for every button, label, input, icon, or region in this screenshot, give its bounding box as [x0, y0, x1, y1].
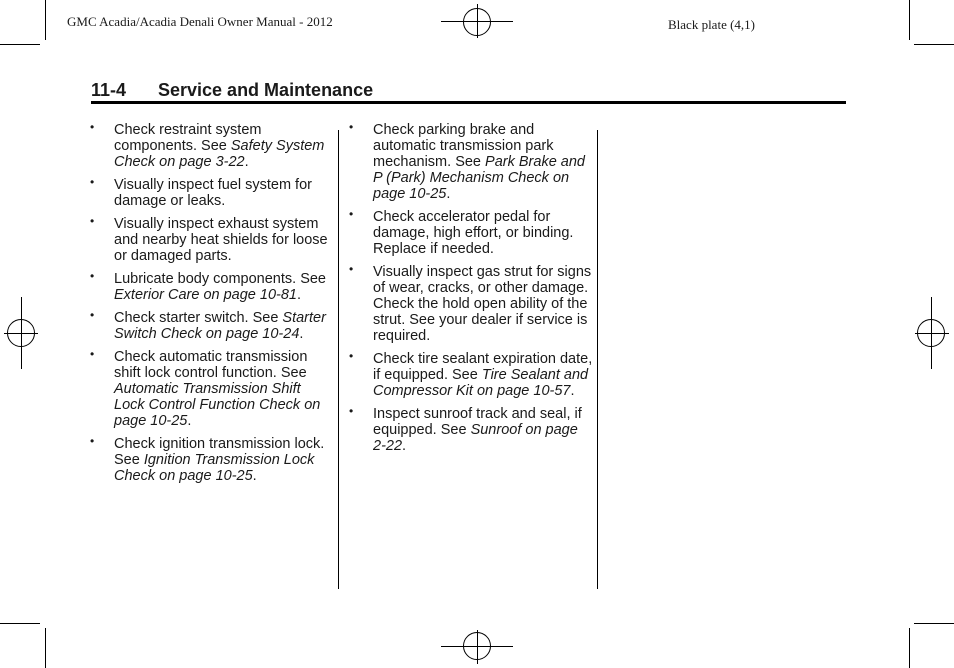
column-divider-2	[597, 130, 598, 589]
crop-mark-bl-h	[0, 623, 40, 624]
bullet-icon: •	[90, 214, 95, 228]
item-text: Visually inspect gas strut for signs of wear, cracks, or other damage. Check the hold open ability of the strut. See your dealer if service is required.	[373, 264, 592, 344]
bullet-icon: •	[349, 120, 354, 134]
bullet-icon: •	[349, 404, 354, 418]
bullet-icon: •	[90, 269, 95, 283]
item-tail: .	[299, 326, 304, 342]
crop-mark-tr-v	[909, 0, 910, 40]
item-text: Inspect sunroof track and seal, if equipped. See	[373, 406, 582, 438]
item-text: Check ignition transmission lock. See	[114, 436, 325, 468]
reg-bottom-circle	[463, 632, 491, 660]
section-number: 11-4	[91, 80, 127, 100]
item-tail: .	[252, 468, 257, 484]
list-item	[347, 264, 593, 344]
page-reference: Safety System Check on page 3-22	[114, 138, 325, 170]
list-item	[88, 216, 334, 264]
list-item	[88, 271, 334, 303]
list-item	[347, 406, 593, 454]
reg-right-circle	[917, 319, 945, 347]
list-item	[88, 310, 334, 342]
bullet-icon: •	[90, 308, 95, 322]
bullet-icon: •	[349, 207, 354, 221]
manual-title: GMC Acadia/Acadia Denali Owner Manual - 2012	[67, 14, 333, 29]
bullet-icon: •	[90, 434, 95, 448]
section-title: Service and Maintenance	[158, 80, 374, 100]
list-item	[88, 177, 334, 209]
crop-mark-bl-v	[45, 628, 46, 668]
bullet-icon: •	[349, 349, 354, 363]
crop-mark-tl-h	[0, 44, 40, 45]
list-item	[88, 349, 334, 429]
item-tail: .	[570, 383, 575, 399]
crop-mark-br-v	[909, 628, 910, 668]
item-tail: .	[446, 186, 451, 202]
list-item	[347, 209, 593, 257]
page-reference: Sunroof on page 2-22	[373, 422, 578, 454]
crop-mark-tl-v	[45, 0, 46, 40]
crop-mark-tr-h	[914, 44, 954, 45]
list-item	[347, 351, 593, 399]
item-text: Check restraint system components. See	[114, 122, 262, 154]
crop-mark-br-h	[914, 623, 954, 624]
item-text: Check starter switch. See	[114, 310, 283, 326]
list-item	[88, 436, 334, 484]
page-reference: Exterior Care on page 10-81	[114, 287, 297, 303]
item-text: Visually inspect exhaust system and nearby heat shields for loose or damaged parts.	[114, 216, 328, 264]
reg-left-circle	[7, 319, 35, 347]
bullet-icon: •	[90, 347, 95, 361]
column-divider-1	[338, 130, 339, 589]
item-tail: .	[402, 438, 407, 454]
bullet-icon: •	[90, 120, 95, 134]
item-tail: .	[244, 154, 249, 170]
section-rule	[91, 101, 846, 104]
column-middle	[347, 122, 593, 461]
bullet-icon: •	[349, 262, 354, 276]
item-text: Check accelerator pedal for damage, high effort, or binding. Replace if needed.	[373, 209, 574, 257]
item-text: Visually inspect fuel system for damage or leaks.	[114, 177, 312, 209]
reg-top-circle	[463, 8, 491, 36]
item-tail: .	[296, 287, 302, 303]
item-text: Lubricate body components. See	[114, 271, 326, 287]
page-reference: Park Brake and P (Park) Mechanism Check on page 10-25	[373, 154, 585, 202]
item-text: Check automatic transmission shift lock control function. See	[114, 349, 308, 381]
item-tail: .	[187, 413, 192, 429]
page-reference: Tire Sealant and Compressor Kit on page 10-57	[373, 367, 589, 399]
page-reference: Starter Switch Check on page 10-24	[114, 310, 326, 342]
list-item	[88, 122, 334, 170]
page-reference: Ignition Transmission Lock Check on page 10-25	[114, 452, 315, 484]
page-reference: Automatic Transmission Shift Lock Control Function Check on page 10-25	[114, 381, 321, 429]
item-text: Check parking brake and automatic transmission park mechanism. See	[373, 122, 554, 170]
bullet-icon: •	[90, 175, 95, 189]
plate-label: Black plate (4,1)	[668, 17, 755, 32]
list-item	[347, 122, 593, 202]
column-left	[88, 122, 334, 491]
item-text: Check tire sealant expiration date, if equipped. See	[373, 351, 593, 383]
